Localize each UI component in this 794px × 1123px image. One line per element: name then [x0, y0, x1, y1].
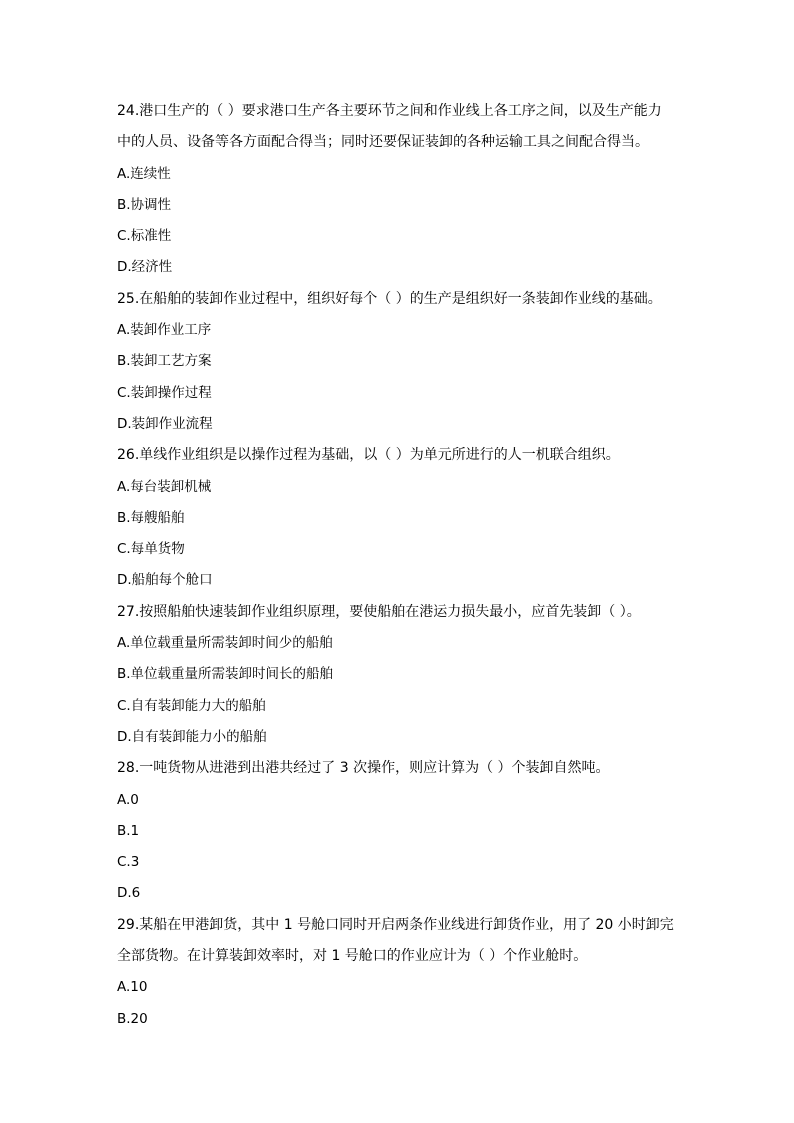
answer-option: B.装卸工艺方案: [117, 353, 212, 370]
question-26: [117, 440, 687, 596]
question-29: [117, 910, 687, 1035]
answer-option: B.协调性: [117, 196, 172, 213]
answer-option: B.单位载重量所需装卸时间长的船舶: [117, 666, 334, 683]
answer-option: B.每艘船舶: [117, 509, 185, 526]
question-stem: 中的人员、设备等各方面配合得当；同时还要保证装卸的各种运输工具之间配合得当。: [117, 134, 649, 151]
question-stem: 全部货物。在计算装卸效率时，对 1 号舱口的作业应计为（ ）个作业舱时。: [117, 948, 588, 965]
answer-option: B.1: [117, 822, 140, 839]
question-stem: 25.在船舶的装卸作业过程中，组织好每个（ ）的生产是组织好一条装卸作业线的基础。: [117, 290, 662, 307]
answer-option: D.经济性: [117, 259, 173, 276]
question-stem: 26.单线作业组织是以操作过程为基础，以（ ）为单元所进行的人一机联合组织。: [117, 447, 620, 464]
answer-option: D.自有装卸能力小的船舶: [117, 728, 267, 745]
answer-option: A.0: [117, 791, 139, 808]
question-stem: 29.某船在甲港卸货，其中 1 号舱口同时开启两条作业线进行卸货作业，用了 20 小时卸完: [117, 916, 674, 933]
answer-option: D.6: [117, 885, 141, 902]
question-25: [117, 284, 687, 440]
answer-option: C.自有装卸能力大的船舶: [117, 697, 266, 714]
question-stem: 28.一吨货物从进港到出港共经过了 3 次操作，则应计算为（ ）个装卸自然吨。: [117, 760, 610, 777]
answer-option: D.船舶每个舱口: [117, 572, 213, 589]
answer-option: D.装卸作业流程: [117, 415, 213, 432]
question-stem: 24.港口生产的（ ）要求港口生产各主要环节之间和作业线上各工序之间，以及生产能力: [117, 103, 662, 119]
answer-option: C.标准性: [117, 228, 172, 245]
answer-option: A.装卸作业工序: [117, 322, 212, 339]
answer-option: B.20: [117, 1010, 148, 1027]
answer-option: A.单位载重量所需装卸时间少的船舶: [117, 635, 333, 652]
answer-option: C.每单货物: [117, 541, 185, 558]
answer-option: C.3: [117, 854, 140, 871]
question-stem: 27.按照船舶快速装卸作业组织原理，要使船舶在港运力损失最小，应首先装卸（ ）。: [117, 603, 641, 620]
question-24: [117, 96, 687, 284]
answer-option: A.每台装卸机械: [117, 478, 212, 495]
question-28: [117, 753, 687, 909]
question-27: [117, 597, 687, 753]
answer-option: A.10: [117, 979, 148, 996]
document-page: [117, 96, 687, 1035]
answer-option: C.装卸操作过程: [117, 384, 212, 401]
answer-option: A.连续性: [117, 165, 171, 182]
